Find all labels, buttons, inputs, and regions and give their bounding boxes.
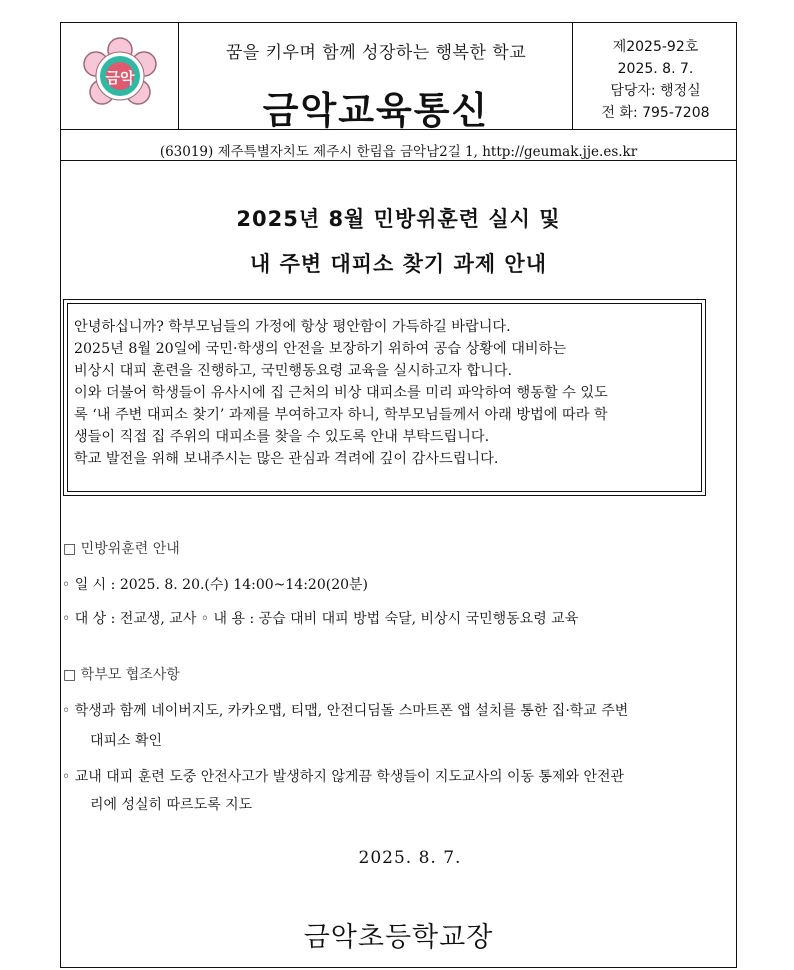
footer-date: 2025. 8. 7. (358, 848, 462, 868)
school-logo (78, 36, 162, 116)
section-title-drill: □ 민방위훈련 안내 (63, 541, 180, 557)
issue-number: 제2025-92호 (612, 39, 699, 55)
parent-request-2-cont: 리에 성실히 따르도록 지도 (90, 797, 253, 813)
issue-date: 2025. 8. 7. (617, 61, 694, 77)
parent-request-1-cont: 대피소 확인 (90, 733, 163, 749)
drill-target: ◦ 대 상 : 전교생, 교사 ◦ 내 용 : 공습 대비 대피 방법 숙달, 비상시 국민행동요령 교육 (62, 611, 579, 627)
parent-request-1: ◦ 학생과 함께 네이버지도, 카카오맵, 티맵, 안전디딤돌 스마트폰 앱 설치를 통한 집·학교 주변 (62, 703, 629, 719)
drill-schedule: ◦ 일 시 : 2025. 8. 20.(수) 14:00~14:20(20분) (62, 577, 369, 593)
greeting-line: 록 ‘내 주변 대피소 찾기’ 과제를 부여하고자 하니, 학부모님들께서 아래 방법에 따라 학 (74, 407, 608, 423)
principal-signature: 금악초등학교장 (303, 922, 494, 953)
greeting-line: 2025년 8월 20일에 국민·학생의 안전을 보장하기 위하여 공습 상황에 대비하는 (74, 341, 567, 357)
greeting-line: 안녕하십니까? 학부모님들의 가정에 항상 평안함이 가득하길 바랍니다. (74, 319, 511, 335)
issue-meta (574, 36, 737, 124)
headline-line-1: 2025년 8월 민방위훈련 실시 및 (236, 207, 561, 231)
contact-phone: 전 화: 795-7208 (601, 105, 710, 121)
logo-divider (178, 22, 179, 130)
greeting-line: 이와 더불어 학생들이 유사시에 집 근처의 비상 대피소를 미리 파악하여 행동할 수 있도 (74, 385, 608, 401)
greeting-line: 학교 발전을 위해 보내주시는 많은 관심과 격려에 깊이 감사드립니다. (74, 451, 499, 467)
greeting-line: 비상시 대피 훈련을 진행하고, 국민행동요령 교육을 실시하고자 합니다. (74, 363, 513, 379)
greeting-box (67, 303, 702, 492)
meta-divider (572, 22, 573, 130)
greeting-line: 생들이 직접 집 주위의 대피소를 찾을 수 있도록 안내 부탁드립니다. (74, 429, 490, 445)
newsletter-title: 금악교육통신 (262, 88, 490, 132)
parent-request-2: ◦ 교내 대피 훈련 도중 안전사고가 발생하지 않게끔 학생들이 지도교사의 이동 통제와 안전관 (62, 769, 625, 785)
section-title-parents: □ 학부모 협조사항 (63, 667, 180, 683)
school-address: (63019) 제주특별자치도 제주시 한림읍 금악남2길 1, http://geumak.jje.es.kr (159, 144, 638, 160)
headline-line-2: 내 주변 대피소 찾기 과제 안내 (250, 252, 547, 276)
address-divider (60, 160, 737, 161)
logo-text: 금악 (105, 69, 135, 87)
contact-person: 담당자: 행정실 (610, 83, 701, 99)
school-motto: 꿈을 키우며 함께 성장하는 행복한 학교 (225, 43, 527, 63)
